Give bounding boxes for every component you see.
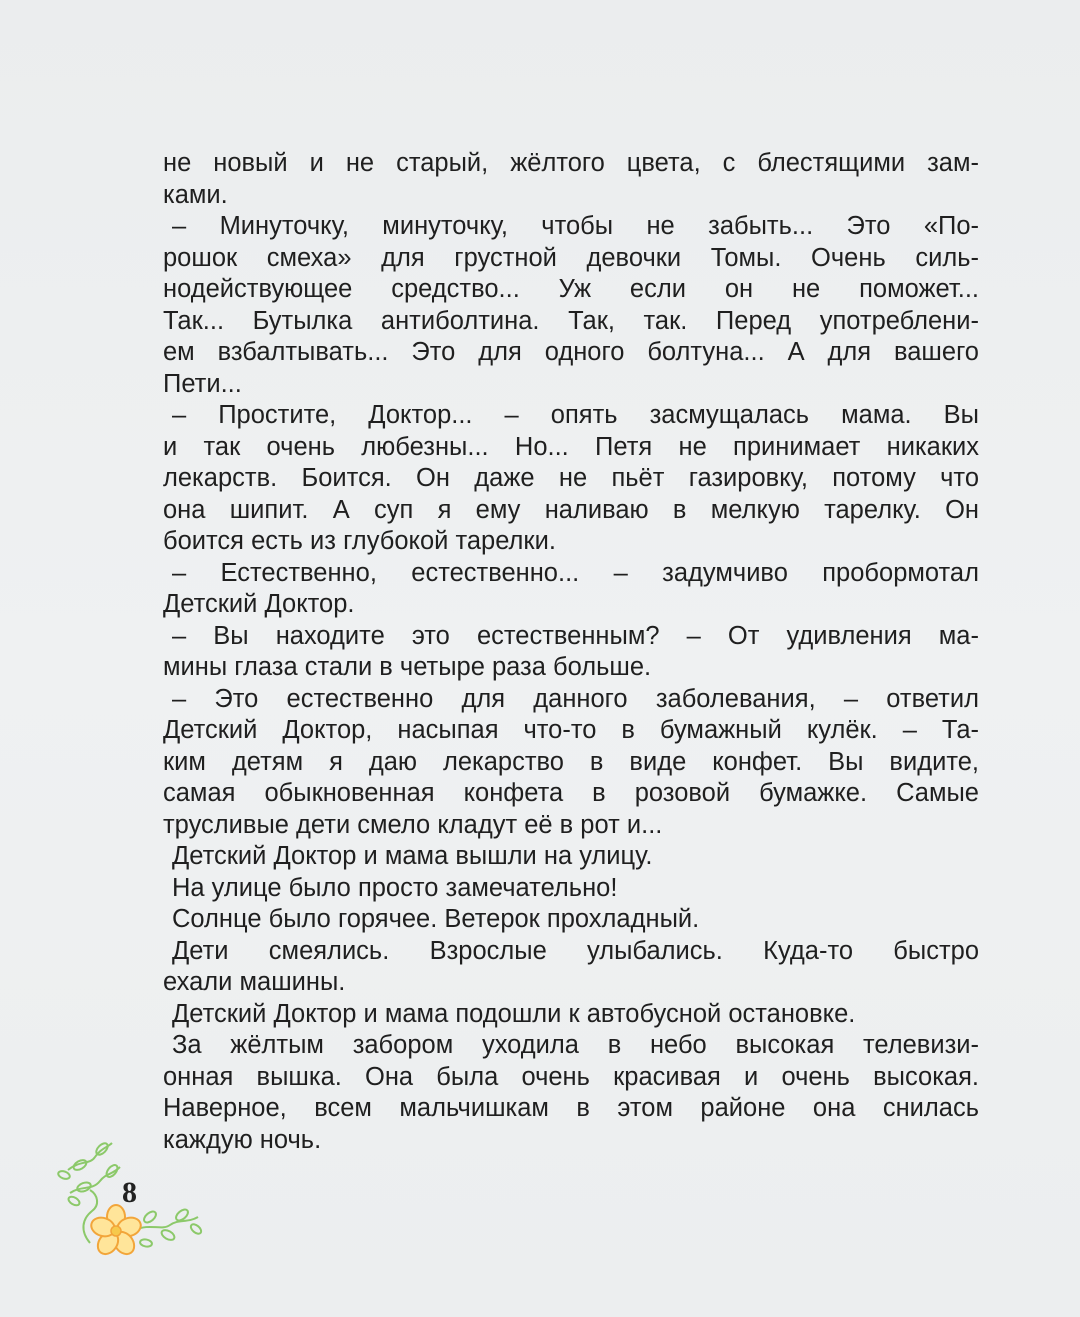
text-line: Детский Доктор.	[163, 590, 355, 618]
text-line: лекарств. Боится. Он даже не пьёт газировку, потому что	[163, 464, 979, 492]
text-line: На улице было просто замечательно!	[172, 873, 618, 902]
story-text	[163, 148, 979, 1156]
text-line: нодействующее средство... Уж если он не поможет...	[163, 275, 979, 303]
text-line: Детский Доктор и мама подошли к автобусной остановке.	[172, 999, 856, 1028]
text-line: Пети...	[163, 369, 242, 398]
text-line: За жёлтым забором уходила в небо высокая телевизи-	[172, 1031, 979, 1059]
text-line: Наверное, всем мальчишкам в этом районе она снилась	[163, 1094, 979, 1122]
text-line: ким детям я даю лекарство в виде конфет. Вы видите,	[163, 747, 979, 776]
text-line: – Минуточку, минуточку, чтобы не забыть... Это «По-	[172, 212, 979, 240]
text-line: Солнце было горячее. Ветерок прохладный.	[172, 905, 700, 933]
text-line: не новый и не старый, жёлтого цвета, с блестящими зам-	[163, 149, 979, 177]
text-line: самая обыкновенная конфета в розовой бумажке. Самые	[163, 779, 979, 807]
text-line: она шипит. А суп я ему наливаю в мелкую тарелку. Он	[163, 495, 979, 524]
text-line: Дети смеялись. Взрослые улыбались. Куда-то быстро	[172, 936, 979, 965]
text-line: мины глаза стали в четыре раза больше.	[163, 653, 652, 681]
text-line: рошок смеха» для грустной девочки Томы. Очень силь-	[163, 243, 979, 272]
text-line: онная вышка. Она была очень красивая и очень высокая.	[163, 1062, 979, 1091]
text-line: и так очень любезны... Но... Петя не принимает никаких	[163, 432, 979, 461]
text-line: – Это естественно для данного заболевания, – ответил	[172, 684, 979, 713]
text-line: ехали машины.	[163, 968, 346, 996]
text-line: Детский Доктор, насыпая что-то в бумажный кулёк. – Та-	[163, 716, 979, 744]
text-line: трусливые дети смело кладут её в рот и...	[163, 810, 663, 839]
text-line: – Вы находите это естественным? – От удивления ма-	[172, 621, 979, 650]
text-line: Детский Доктор и мама вышли на улицу.	[172, 842, 653, 870]
text-line: боится есть из глубокой тарелки.	[163, 527, 556, 555]
text-line: ками.	[163, 180, 228, 209]
text-line: – Естественно, естественно... – задумчиво пробормотал	[172, 558, 979, 587]
text-line: Так... Бутылка антиболтина. Так, так. Перед употреблени-	[163, 306, 979, 335]
text-line: каждую ночь.	[163, 1125, 322, 1154]
text-line: ем взбалтывать... Это для одного болтуна... А для вашего	[163, 338, 979, 366]
page-number: 8	[122, 1176, 137, 1209]
text-line: – Простите, Доктор... – опять засмущалась мама. Вы	[172, 401, 979, 429]
